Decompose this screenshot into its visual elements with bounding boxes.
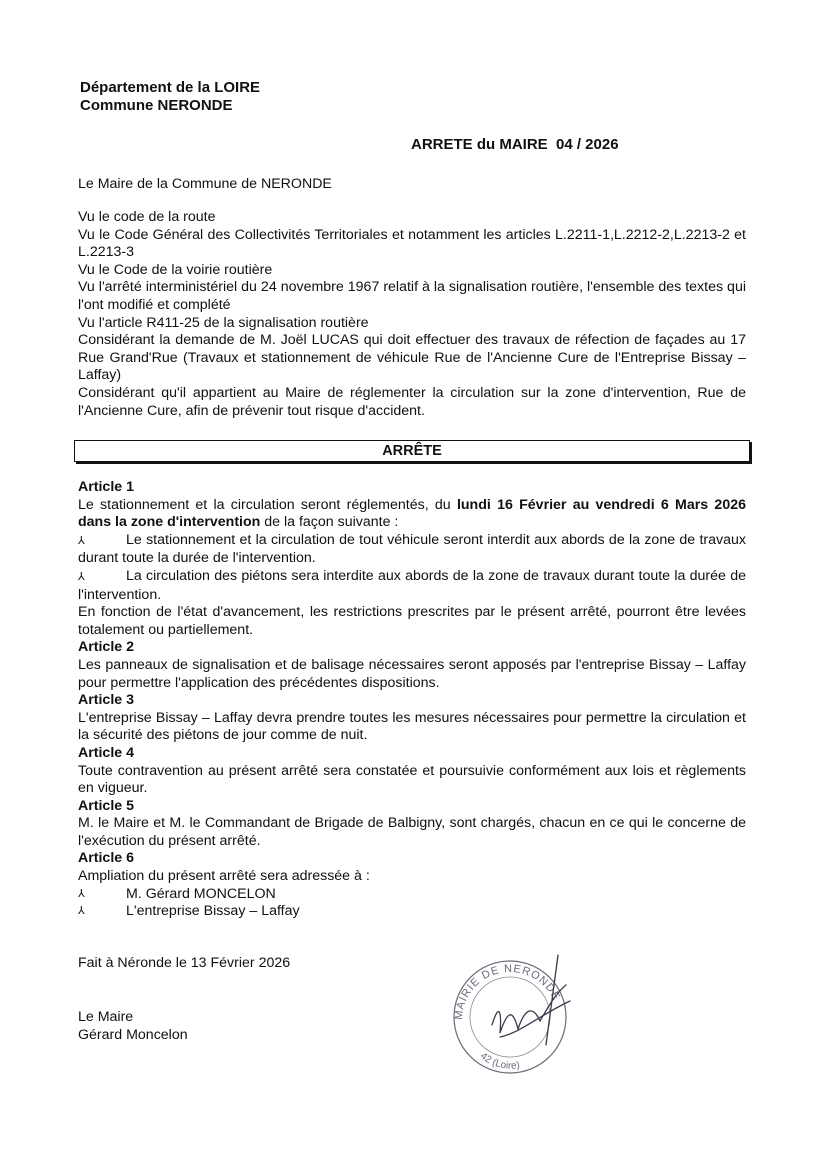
articles-section [78,479,746,921]
bullet-item [78,532,746,568]
article-heading: Article 2 [78,639,134,656]
maire-line: Le Maire de la Commune de NERONDE [78,176,332,192]
article-text: Ampliation du présent arrêté sera adressée à : [78,868,370,885]
bullet-icon: ⅄ [78,534,85,547]
bullet-icon: ⅄ [78,570,85,583]
considerant-line: Considérant la demande de M. Joël LUCAS qui doit effectuer des travaux de réfection de façades au 17 Rue Grand'Rue (Travaux et stationnement de véhicule Rue de l'Ancienne Cure de l'Entreprise Bissay – Laffay) [78,332,746,384]
considerant-line: Considérant qu'il appartient au Maire de réglementer la circulation sur la zone d'intervention, Rue de l'Ancienne Cure, afin de prévenir tout risque d'accident. [78,384,746,419]
article-heading: Article 1 [78,479,134,495]
recipient-item [78,903,746,921]
recipient-text: L'entreprise Bissay – Laffay [126,903,300,920]
departement-label: Département de la LOIRE [80,79,261,96]
article1-intro-bold: lundi 16 Février au vendredi 6 Mars 2026 dans la zone d'intervention [78,496,746,531]
signature-block [78,1008,188,1044]
article-heading: Article 3 [78,692,134,709]
arrete-title: ARRETE du MAIRE 04 / 2026 [411,136,619,153]
article-text: Les panneaux de signalisation et de balisage nécessaires seront apposés par l'entreprise Bissay – Laffay pour permettre l'application des précédentes dispositions. [78,656,746,691]
visa-line: Vu le Code Général des Collectivités Territoriales et notamment les articles L.2211-1,L.2212-2,L.2213-2 et L.2213-3 [78,226,746,261]
visa-line: Vu l'article R411-25 de la signalisation routière [78,314,369,331]
article1-intro-start: Le stationnement et la circulation seront réglementés, du [78,496,457,513]
bullet-text: La circulation des piétons sera interdite aux abords de la zone de travaux durant toute la durée de l'intervention. [78,567,746,603]
article-text: En fonction de l'état d'avancement, les restrictions prescrites par le présent arrêté, pourront être levées totalement ou partiellement. [78,604,746,638]
article-text [78,497,746,532]
article-heading: Article 4 [78,744,134,761]
bullet-item [78,568,746,604]
fait-line: Fait à Néronde le 13 Février 2026 [78,955,291,971]
stamp-top-text: MAIRIE DE NERONDE [452,962,563,1021]
article1-intro-end: de la façon suivante : [260,514,399,531]
arrete-heading-box: ARRÊTE [74,440,750,462]
stamp-bottom-text: 42 (Loire) [478,1050,521,1072]
article-heading: Article 6 [78,850,134,867]
visas-section [78,209,746,420]
article-text: L'entreprise Bissay – Laffay devra prendre toutes les mesures nécessaires pour permettre la circulation et la sécurité des piétons de jour comme de nuit. [78,709,746,744]
recipient-item [78,886,746,904]
bullet-icon: ⅄ [78,887,85,900]
svg-text:42 (Loire) [478,1051,520,1072]
visa-line: Vu l'arrêté interministériel du 24 novembre 1967 relatif à la signalisation routière, l'ensemble des textes qui l'ont modifié et complété [78,279,746,313]
recipient-text: M. Gérard MONCELON [126,885,276,902]
signature-role: Le Maire [78,1009,134,1025]
mairie-stamp [440,945,590,1075]
signature-name: Gérard Moncelon [78,1027,188,1043]
article-text: Toute contravention au présent arrêté sera constatée et poursuivie conformément aux lois et règlements en vigueur. [78,762,746,797]
commune-label: Commune NERONDE [80,97,233,114]
article-heading: Article 5 [78,797,134,814]
visa-line: Vu le Code de la voirie routière [78,261,273,278]
document-header [80,79,260,115]
visa-line: Vu le code de la route [78,209,216,225]
bullet-icon: ⅄ [78,905,85,918]
article-text: M. le Maire et M. le Commandant de Brigade de Balbigny, sont chargés, chacun en ce qui le concerne de l'exécution du présent arrêté. [78,815,746,849]
bullet-text: Le stationnement et la circulation de tout véhicule seront interdit aux abords de la zone de travaux durant toute la durée de l'intervention. [78,531,746,567]
